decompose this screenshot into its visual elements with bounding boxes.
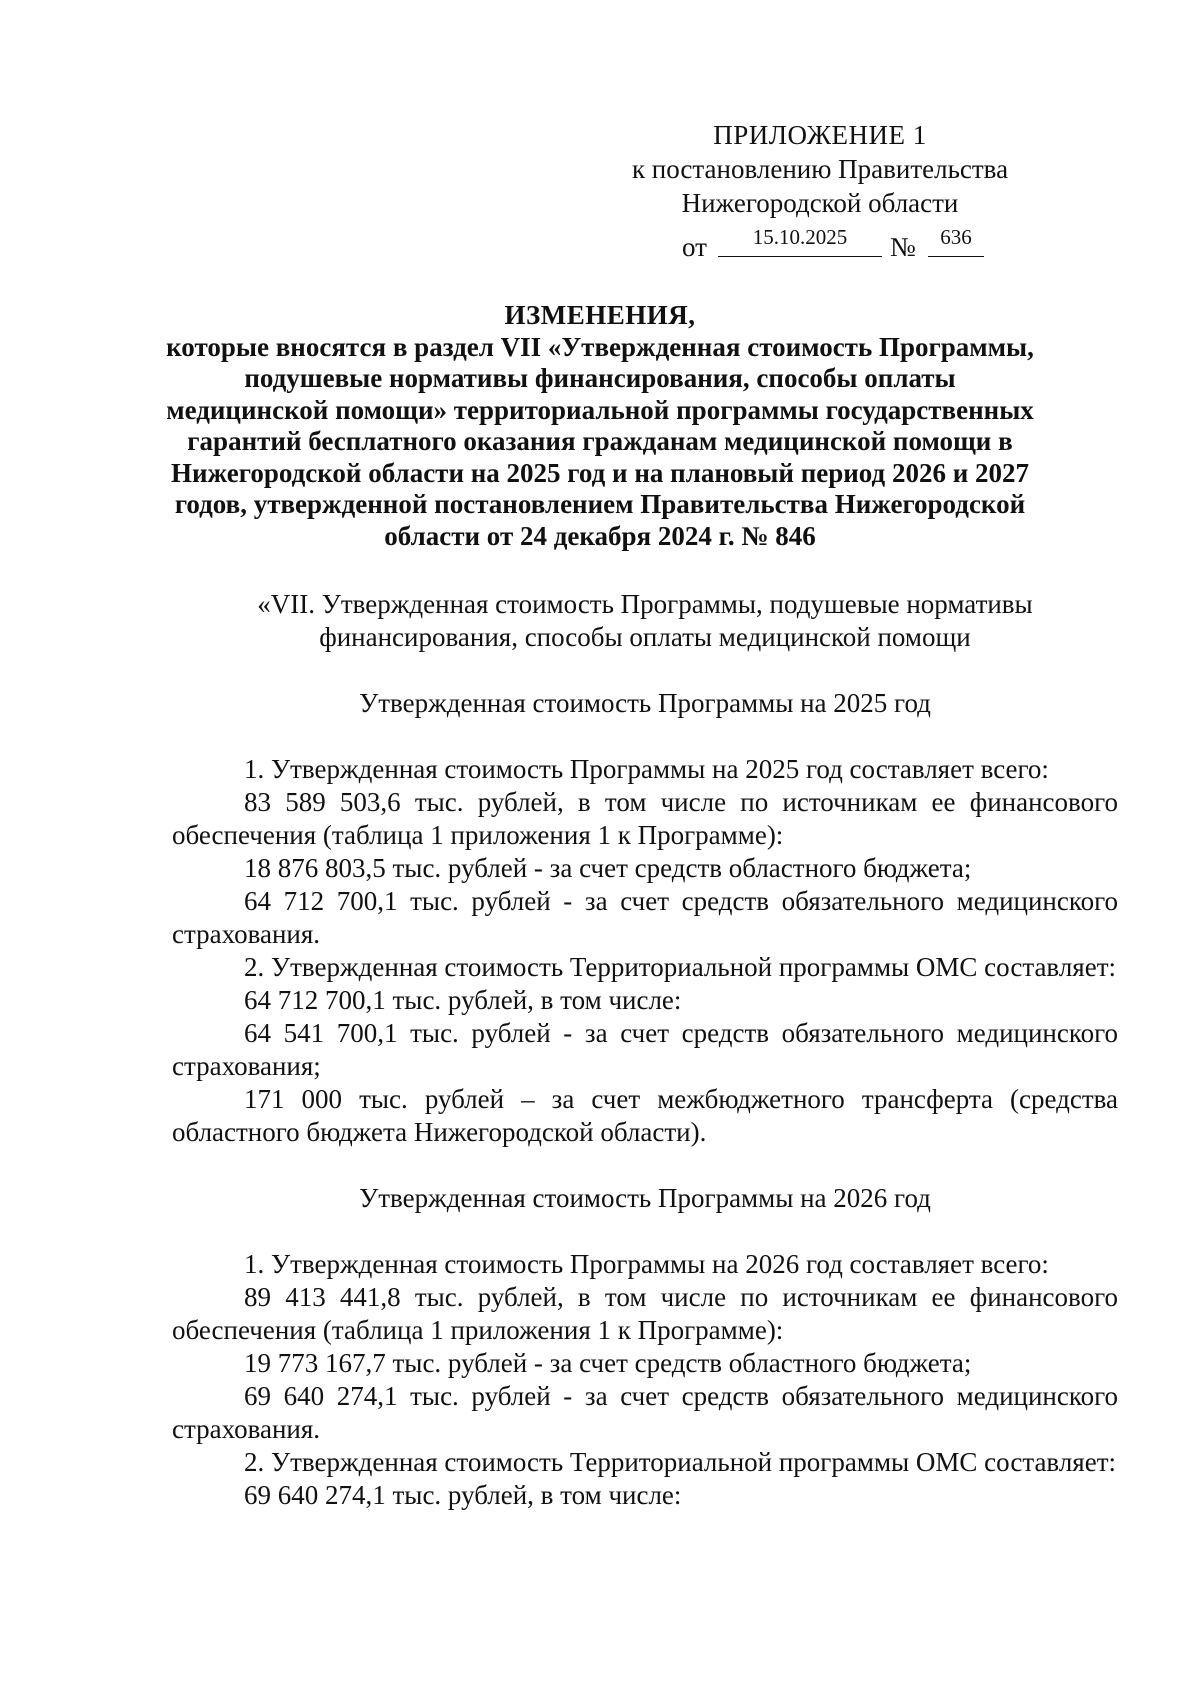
annex-date-row xyxy=(580,224,1060,264)
number-label: № xyxy=(890,232,916,262)
annex-title: ПРИЛОЖЕНИЕ 1 xyxy=(713,120,927,150)
subsection-title-2025: Утвержденная стоимость Программы на 2025 год xyxy=(359,688,931,718)
annex-block xyxy=(580,118,1060,264)
paragraph: 64 712 700,1 тыс. рублей, в том числе: xyxy=(244,985,682,1015)
heading-subtitle: которые вносятся в раздел VII «Утвержденная стоимость Программы, подушевые нормативы финансирования, способы оплаты медицинской помощи» территориальной программы государственных гарантий бесплатного оказания гражданам медицинской помощи в Нижегородской области на 2025 год и на плановый период 2026 и 2027 годов, утвержденной постановлением Правительства Нижегородской области от 24 декабря 2024 г. № 846 xyxy=(166,331,1034,551)
paragraph: 171 000 тыс. рублей – за счет межбюджетного трансферта (средства областного бюджета Нижегородской области). xyxy=(172,1084,1118,1147)
section-title: «VII. Утвержденная стоимость Программы, подушевые нормативы финансирования, способы оплаты медицинской помощи xyxy=(257,589,1033,652)
paragraph: 2. Утвержденная стоимость Территориальной программы ОМС составляет: xyxy=(244,1447,1117,1477)
paragraph: 1. Утвержденная стоимость Программы на 2026 год составляет всего: xyxy=(244,1249,1049,1279)
paragraph: 19 773 167,7 тыс. рублей - за счет средств областного бюджета; xyxy=(244,1348,972,1378)
paragraph: 64 541 700,1 тыс. рублей - за счет средств обязательного медицинского страхования; xyxy=(172,1018,1118,1081)
date-label: от xyxy=(682,232,707,262)
heading-title: ИЗМЕНЕНИЯ, xyxy=(504,300,696,330)
number-value: 636 xyxy=(928,224,984,257)
date-value: 15.10.2025 xyxy=(718,224,882,257)
document-heading xyxy=(160,300,1040,552)
subsection-title-2026: Утвержденная стоимость Программы на 2026 год xyxy=(359,1183,931,1213)
paragraph: 83 589 503,6 тыс. рублей, в том числе по источникам ее финансового обеспечения (таблица 1 приложения 1 к Программе): xyxy=(172,787,1118,850)
paragraph: 18 876 803,5 тыс. рублей - за счет средств областного бюджета; xyxy=(244,853,972,883)
annex-line-1: к постановлению Правительства xyxy=(631,154,1009,184)
paragraph: 69 640 274,1 тыс. рублей - за счет средств обязательного медицинского страхования. xyxy=(172,1381,1118,1444)
paragraph: 1. Утвержденная стоимость Программы на 2025 год составляет всего: xyxy=(244,754,1049,784)
paragraph: 64 712 700,1 тыс. рублей - за счет средств обязательного медицинского страхования. xyxy=(172,886,1118,949)
document-body xyxy=(172,588,1118,1512)
paragraph: 2. Утвержденная стоимость Территориальной программы ОМС составляет: xyxy=(244,952,1117,982)
paragraph: 89 413 441,8 тыс. рублей, в том числе по источникам ее финансового обеспечения (таблица 1 приложения 1 к Программе): xyxy=(172,1282,1118,1345)
paragraph: 69 640 274,1 тыс. рублей, в том числе: xyxy=(244,1480,682,1510)
annex-line-2: Нижегородской области xyxy=(681,188,959,218)
